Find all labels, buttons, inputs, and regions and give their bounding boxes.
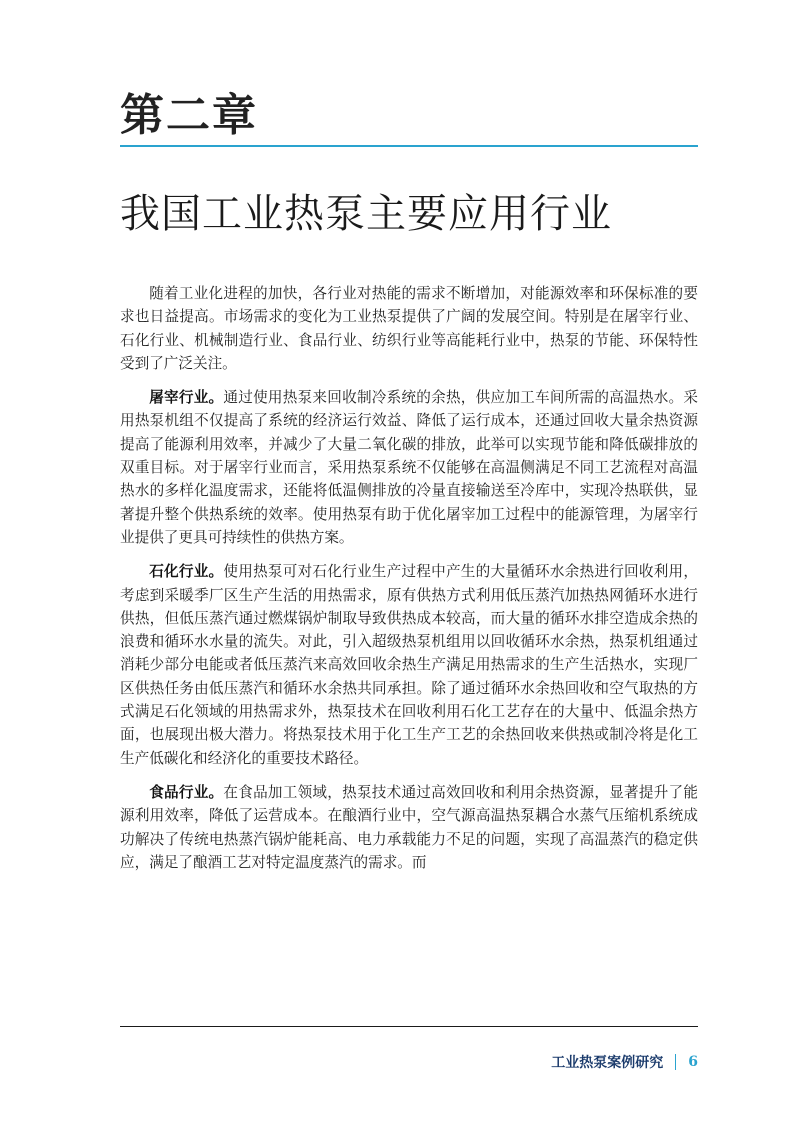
paragraph-intro bbox=[120, 282, 698, 375]
footer-divider bbox=[120, 1026, 698, 1027]
chapter-label: 第二章 bbox=[120, 90, 258, 141]
paragraph-food bbox=[120, 781, 698, 874]
body-text bbox=[120, 282, 698, 885]
page-footer bbox=[551, 1052, 698, 1072]
footer-separator bbox=[675, 1054, 676, 1070]
paragraph-petrochemical bbox=[120, 560, 698, 770]
paragraph-text: 随着工业化进程的加快，各行业对热能的需求不断增加，对能源效率和环保标准的要求也日益提高。市场需求的变化为工业热泵提供了广阔的发展空间。特别是在屠宰行业、石化行业、机械制造行业、食品行业、纺织行业等高能耗行业中，热泵的节能、环保特性受到了广泛关注。 bbox=[120, 285, 698, 372]
paragraph-text: 通过使用热泵来回收制冷系统的余热，供应加工车间所需的高温热水。采用热泵机组不仅提高了系统的经济运行效益、降低了运行成本，还通过回收大量余热资源提高了能源利用效率，并减少了大量二氧化碳的排放，此举可以实现节能和降低碳排放的双重目标。对于屠宰行业而言，采用热泵系统不仅能够在高温侧满足不同工艺流程对高温热水的多样化温度需求，还能将低温侧排放的冷量直接输送至冷库中，实现冷热联供，显著提升整个供热系统的效率。使用热泵有助于优化屠宰加工过程中的能源管理，为屠宰行业提供了更具可持续性的供热方案。 bbox=[120, 389, 698, 546]
paragraph-lead: 石化行业。 bbox=[149, 563, 224, 581]
chapter-divider bbox=[120, 145, 698, 147]
footer-title: 工业热泵案例研究 bbox=[551, 1055, 664, 1071]
paragraph-lead: 食品行业。 bbox=[149, 783, 224, 801]
paragraph-slaughter bbox=[120, 386, 698, 549]
page-number: 6 bbox=[688, 1054, 698, 1070]
paragraph-lead: 屠宰行业。 bbox=[149, 389, 224, 407]
paragraph-text: 使用热泵可对石化行业生产过程中产生的大量循环水余热进行回收利用，考虑到采暖季厂区生产生活的用热需求，原有供热方式利用低压蒸汽加热热网循环水进行供热，但低压蒸汽通过燃煤锅炉制取导致供热成本较高，而大量的循环水排空造成余热的浪费和循环水水量的流失。对此，引入超级热泵机组用以回收循环水余热，热泵机组通过消耗少部分电能或者低压蒸汽来高效回收余热生产满足用热需求的生产生活热水，实现厂区供热任务由低压蒸汽和循环水余热共同承担。除了通过循环水余热回收和空气取热的方式满足石化领域的用热需求外，热泵技术在回收利用石化工艺存在的大量中、低温余热方面，也展现出极大潜力。将热泵技术用于化工生产工艺的余热回收来供热或制冷将是化工生产低碳化和经济化的重要技术路径。 bbox=[120, 563, 698, 767]
paragraph-text: 在食品加工领域，热泵技术通过高效回收和利用余热资源，显著提升了能源利用效率，降低了运营成本。在酿酒行业中，空气源高温热泵耦合水蒸气压缩机系统成功解决了传统电热蒸汽锅炉能耗高、电力承载能力不足的问题，实现了高温蒸汽的稳定供应，满足了酿酒工艺对特定温度蒸汽的需求。而 bbox=[120, 783, 698, 871]
chapter-title: 我国工业热泵主要应用行业 bbox=[120, 191, 612, 237]
